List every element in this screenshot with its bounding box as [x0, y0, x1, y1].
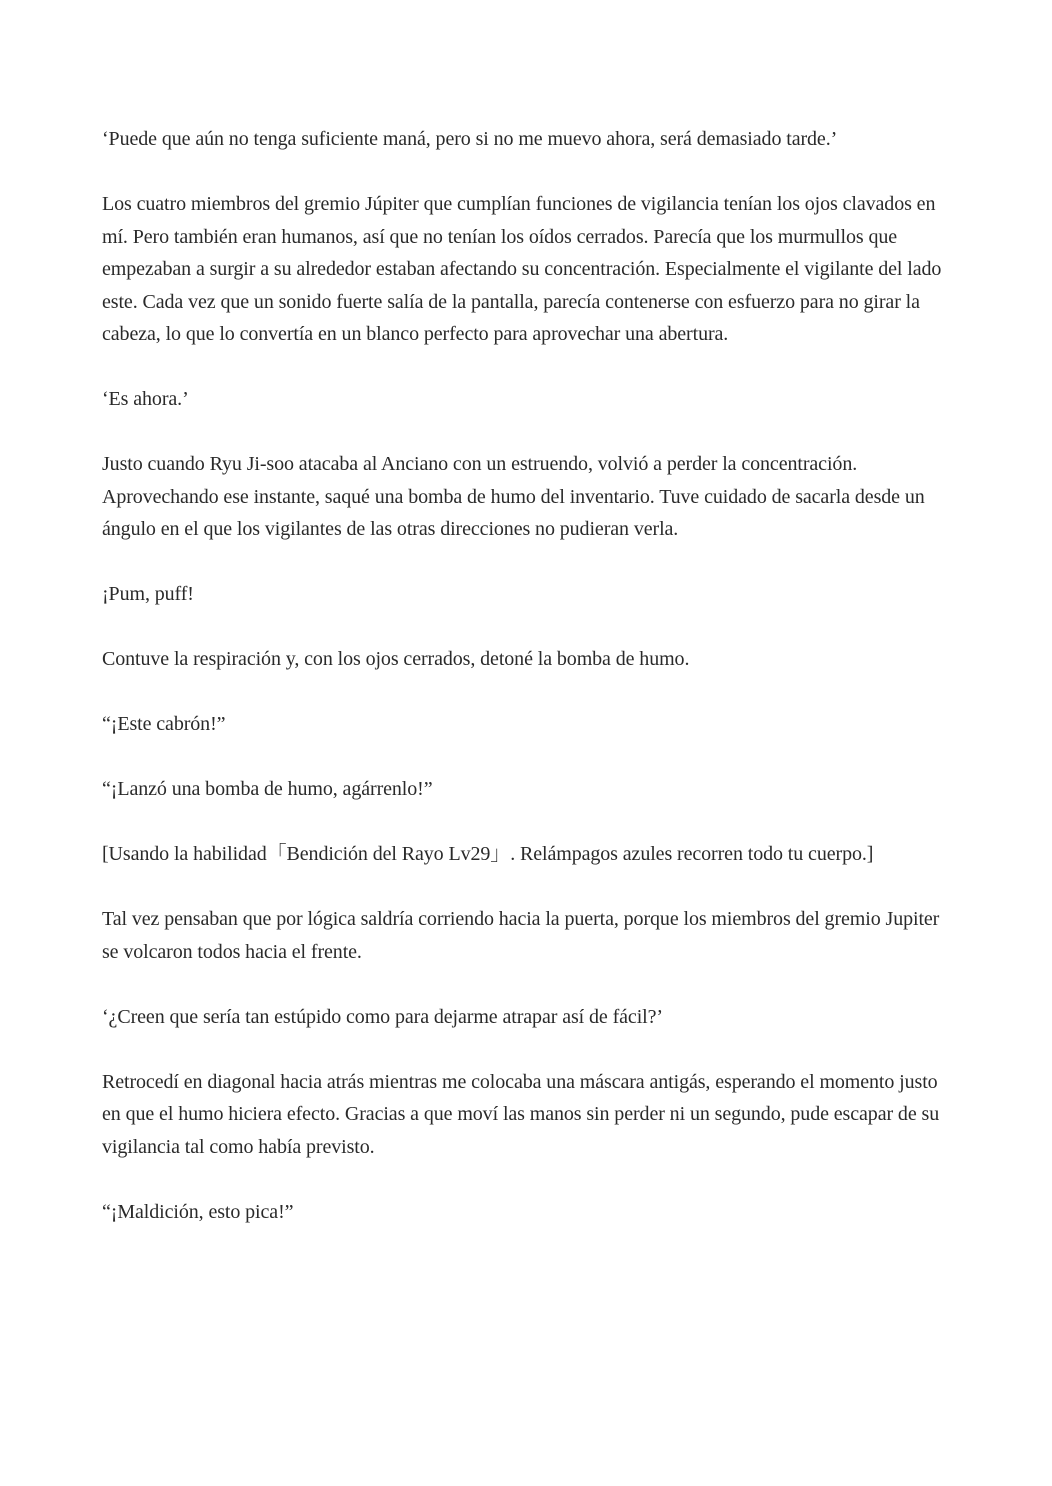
- paragraph: Los cuatro miembros del gremio Júpiter que cumplían funciones de vigilancia tenían los ojos clavados en mí. Pero también eran humanos, así que no tenían los oídos cerrados. Parecía que los murmullos que empezaban a surgir a su alrededor estaban afectando su concentración. Especialmente el vigilante del lado este. Cada vez que un sonido fuerte salía de la pantalla, parecía contenerse con esfuerzo para no girar la cabeza, lo que lo convertía en un blanco perfecto para aprovechar una abertura.: [102, 193, 942, 345]
- paragraph: ‘Puede que aún no tenga suficiente maná, pero si no me muevo ahora, será demasiado tarde.’: [102, 128, 838, 150]
- paragraph: “¡Maldición, esto pica!”: [102, 1200, 294, 1223]
- paragraph: ‘Es ahora.’: [102, 388, 189, 410]
- paragraph: “¡Este cabrón!”: [102, 713, 226, 735]
- system-message: [Usando la habilidad「Bendición del Rayo Lv29」. Relámpagos azules recorren todo tu cuerpo.]: [102, 843, 874, 865]
- paragraph: ‘¿Creen que sería tan estúpido como para dejarme atrapar así de fácil?’: [102, 1005, 663, 1028]
- document-body: [102, 123, 947, 1261]
- paragraph: Justo cuando Ryu Ji-soo atacaba al Anciano con un estruendo, volvió a perder la concentración. Aprovechando ese instante, saqué una bomba de humo del inventario. Tuve cuidado de sacarla desde un ángulo en el que los vigilantes de las otras direcciones no pudieran verla.: [102, 453, 925, 540]
- paragraph: Contuve la respiración y, con los ojos cerrados, detoné la bomba de humo.: [102, 648, 690, 670]
- paragraph: ¡Pum, puff!: [102, 583, 194, 605]
- paragraph: “¡Lanzó una bomba de humo, agárrenlo!”: [102, 778, 433, 800]
- paragraph: Retrocedí en diagonal hacia atrás mientras me colocaba una máscara antigás, esperando el momento justo en que el humo hiciera efecto. Gracias a que moví las manos sin perder ni un segundo, pude escapar de su vigilancia tal como había previsto.: [102, 1070, 940, 1158]
- paragraph: Tal vez pensaban que por lógica saldría corriendo hacia la puerta, porque los miembros del gremio Jupiter se volcaron todos hacia el frente.: [102, 908, 940, 963]
